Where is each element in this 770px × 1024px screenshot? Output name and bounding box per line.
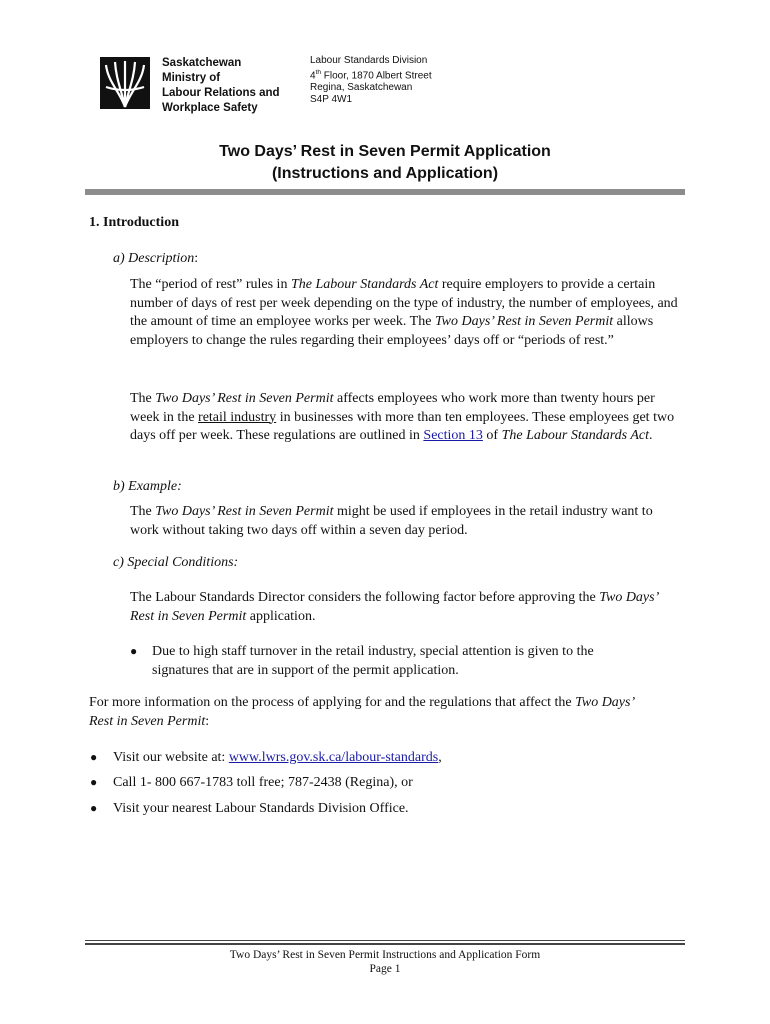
bullet-dot-icon: ● xyxy=(90,801,98,815)
header-divider xyxy=(85,189,685,195)
phone-bullet: Call 1- 800 667-1783 toll free; 787-2438 (Regina), or xyxy=(113,775,413,790)
section-13-link[interactable]: Section 13 xyxy=(423,428,483,443)
address-line: 4th Floor, 1870 Albert Street xyxy=(310,69,432,82)
bullet-dot-icon: ● xyxy=(90,775,98,789)
retail-industry-term: retail industry xyxy=(198,409,277,425)
title-line: Two Days’ Rest in Seven Permit Application xyxy=(219,143,551,160)
subsection-label-special-conditions: c) Special Conditions: xyxy=(113,555,239,570)
ministry-name xyxy=(162,56,280,116)
footer-divider xyxy=(85,940,685,941)
page-number: Page 1 xyxy=(369,963,401,975)
ministry-line: Workplace Safety xyxy=(162,102,258,114)
address-line: S4P 4W1 xyxy=(310,94,353,106)
bullet-dot-icon: ● xyxy=(130,644,138,658)
address-line: Labour Standards Division xyxy=(310,55,428,66)
description-paragraph-2: The Two Days’ Rest in Seven Permit affects employees who work more than twenty hours per week in the retail industry in businesses with more than ten employees. These employees get two days off per week. These regulations are outlined in Section 13 of The Labour Standards Act. xyxy=(130,391,675,443)
page-footer xyxy=(0,948,770,976)
office-bullet: Visit your nearest Labour Standards Division Office. xyxy=(113,801,409,816)
section-heading: 1. Introduction xyxy=(89,215,179,230)
subsection-label-example: b) Example: xyxy=(113,479,182,494)
description-paragraph-1: The “period of rest” rules in The Labour Standards Act require employers to provide a certain number of days of rest per week depending on the type of industry, the number of employees, and the amount of time an employee works per week. The Two Days’ Rest in Seven Permit allows employers to change the rules regarding their employees’ days off or “periods of rest.” xyxy=(130,277,678,348)
website-link[interactable]: www.lwrs.gov.sk.ca/labour-standards xyxy=(228,750,439,765)
example-paragraph: The Two Days’ Rest in Seven Permit might be used if employees in the retail industry want to work without taking two days off within a seven day period. xyxy=(130,504,653,538)
wheat-sheaf-logo-icon xyxy=(100,57,150,109)
address-line: Regina, Saskatchewan xyxy=(310,82,413,94)
special-condition-bullet: Due to high staff turnover in the retail industry, special attention is given to the signatures that are in support of the permit application. xyxy=(152,644,594,678)
subsection-label-description: a) Description: xyxy=(113,251,199,266)
bullet-dot-icon: ● xyxy=(90,750,98,764)
website-bullet: Visit our website at: www.lwrs.gov.sk.ca/labour-standards, xyxy=(113,750,442,765)
footer-divider xyxy=(85,943,685,945)
document-title xyxy=(0,141,770,185)
footer-title: Two Days’ Rest in Seven Permit Instructions and Application Form xyxy=(229,949,541,961)
special-conditions-paragraph: The Labour Standards Director considers the following factor before approving the Two Days’ Rest in Seven Permit application. xyxy=(130,590,658,624)
more-info-paragraph: For more information on the process of applying for and the regulations that affect the Two Days’ Rest in Seven Permit: xyxy=(89,695,634,729)
ministry-line: Saskatchewan xyxy=(162,57,242,69)
ministry-line: Ministry of xyxy=(162,72,221,84)
title-subtitle: (Instructions and Application) xyxy=(271,165,499,182)
division-address xyxy=(310,55,432,106)
ministry-line: Labour Relations and xyxy=(162,87,280,99)
